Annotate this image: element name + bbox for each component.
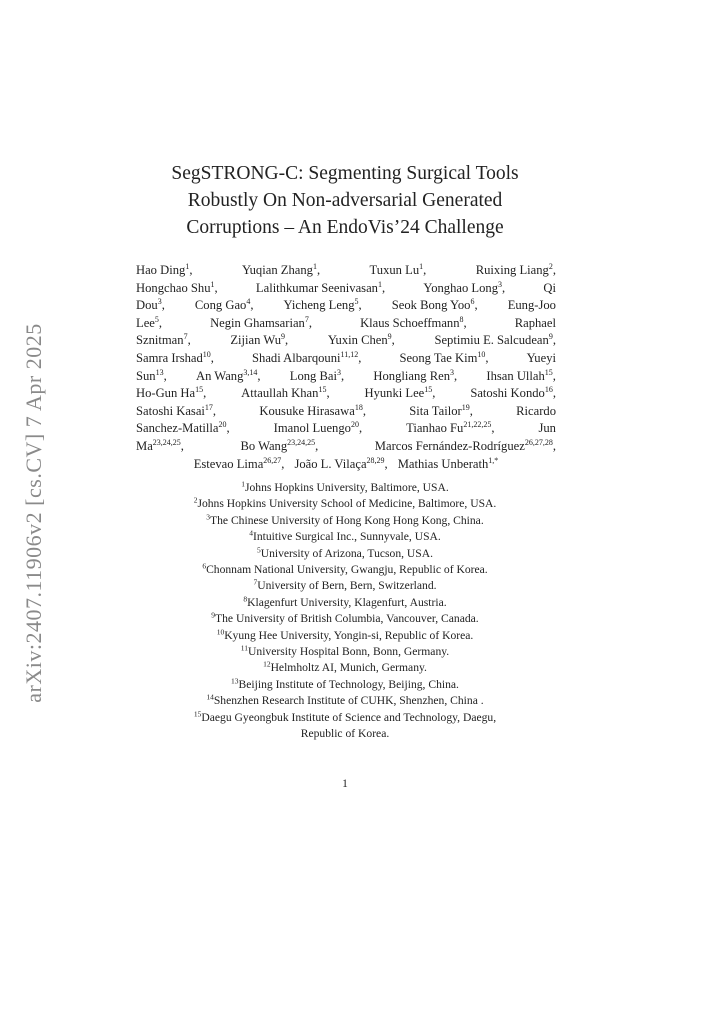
title-line: Corruptions – An EndoVis’24 Challenge <box>186 217 504 238</box>
separator-comma: , <box>432 386 436 401</box>
author-affiliation-marker: 4 <box>246 297 251 307</box>
author-entry <box>136 280 218 298</box>
author-name: Yuqian Zhang <box>241 263 313 277</box>
title-line: SegSTRONG-C: Segmenting Surgical Tools <box>171 163 519 184</box>
author-name: Yueyi <box>526 350 556 365</box>
separator-comma: , <box>214 280 218 295</box>
author-entry <box>136 262 192 280</box>
author-name: Cong Gao <box>194 298 247 313</box>
author-name: João L. Vilaça <box>294 456 367 471</box>
author-entry <box>434 332 556 350</box>
affiliation-text: Daegu Gyeongbuk Institute of Science and Technology, Daegu, <box>201 710 497 724</box>
affiliation-text: Republic of Korea. <box>300 727 390 741</box>
affiliation-entry <box>130 611 560 627</box>
author-entry <box>242 262 320 280</box>
author-affiliation-marker: 5 <box>154 314 159 324</box>
author-entry <box>515 315 556 333</box>
affiliation-entry <box>130 660 560 676</box>
author-affiliation-marker: 23,24,25 <box>287 437 316 447</box>
author-affiliation-marker: 15 <box>195 385 204 395</box>
author-line <box>136 368 556 386</box>
author-affiliation-marker: 10 <box>477 349 486 359</box>
author-entry <box>486 368 556 386</box>
author-entry <box>136 403 216 421</box>
affiliation-entry <box>130 595 560 611</box>
author-name: Negin Ghamsarian <box>210 315 305 330</box>
author-affiliation-marker: 1 <box>210 279 215 289</box>
author-entry <box>194 456 285 474</box>
author-entry <box>136 332 191 350</box>
affiliation-text: The University of British Columbia, Vancouver, Canada. <box>215 612 479 626</box>
author-affiliation-marker: 26,27,28 <box>524 437 553 447</box>
affiliation-number: 3 <box>206 512 211 522</box>
affiliation-number: 15 <box>193 709 202 719</box>
author-name: Ruixing Liang <box>475 263 549 277</box>
separator-comma: , <box>474 298 478 313</box>
author-affiliation-marker: 1 <box>419 262 424 271</box>
author-name: Ho-Gun Ha <box>136 386 196 401</box>
author-name: Zijian Wu <box>230 333 282 348</box>
affiliation-text: Shenzhen Research Institute of CUHK, Shenzhen, China . <box>213 694 484 708</box>
author-affiliation-marker: 7 <box>304 314 309 324</box>
author-name: Hyunki Lee <box>364 386 425 401</box>
separator-comma: , <box>362 403 366 418</box>
author-line <box>136 385 556 403</box>
affiliation-entry <box>130 480 560 496</box>
affiliation-entry <box>130 677 560 693</box>
affiliation-text: Johns Hopkins University School of Medicine, Baltimore, USA. <box>197 497 497 511</box>
author-entry <box>399 350 488 368</box>
author-name: Yuxin Chen <box>327 333 388 348</box>
author-name: Ihsan Ullah <box>486 368 545 383</box>
paper-title <box>130 160 560 241</box>
affiliation-number: 4 <box>249 528 253 538</box>
author-entry <box>136 315 162 333</box>
separator-comma: , <box>552 368 556 383</box>
separator-comma: , <box>358 298 362 313</box>
author-entry <box>370 262 427 280</box>
separator-comma: , <box>226 421 230 436</box>
affiliation-entry <box>130 710 560 726</box>
author-affiliation-marker: 3,14 <box>243 367 258 377</box>
author-entry <box>392 297 478 315</box>
affiliation-number: 5 <box>256 545 261 555</box>
separator-comma: , <box>454 368 458 383</box>
author-affiliation-marker: 3 <box>157 297 162 307</box>
author-line <box>136 280 556 298</box>
affiliation-text: University of Bern, Bern, Switzerland. <box>257 579 437 593</box>
author-name: Ma <box>136 438 153 453</box>
author-name: Tianhao Fu <box>406 421 464 436</box>
separator-comma: , <box>358 421 363 436</box>
affiliation-text: University Hospital Bonn, Bonn, Germany. <box>248 645 450 659</box>
author-name: Satoshi Kondo <box>470 386 545 401</box>
affiliation-entry <box>130 546 560 562</box>
affiliation-text: Helmholtz AI, Munich, Germany. <box>270 661 427 675</box>
author-name: Sun <box>136 368 156 383</box>
author-name: An Wang <box>196 368 244 383</box>
author-entry <box>136 350 214 368</box>
author-affiliation-marker: 23,24,25 <box>152 437 181 447</box>
author-name: Eung-Joo <box>507 298 556 313</box>
separator-comma: , <box>212 403 217 418</box>
author-affiliation-marker: 1 <box>312 262 317 271</box>
separator-comma: , <box>158 315 163 330</box>
affiliation-number: 9 <box>211 610 216 620</box>
affiliation-number: 6 <box>202 561 207 571</box>
affiliation-entry <box>130 726 560 742</box>
author-line <box>136 262 556 280</box>
author-line <box>136 438 556 456</box>
author-entry <box>252 350 361 368</box>
author-affiliation-marker: 9 <box>281 332 286 342</box>
affiliation-number: 12 <box>263 659 271 669</box>
author-name: Yonghao Long <box>423 280 498 295</box>
separator-comma: , <box>203 386 207 401</box>
author-entry <box>360 315 467 333</box>
affiliation-entry <box>130 496 560 512</box>
author-name: Sznitman <box>136 333 184 348</box>
author-entry <box>230 332 288 350</box>
author-entry <box>423 280 505 298</box>
separator-comma: , <box>469 403 473 418</box>
author-affiliation-marker: 13 <box>155 367 164 377</box>
author-name: Hongliang Ren <box>373 368 450 383</box>
author-entry <box>398 456 499 474</box>
author-name: Sita Tailor <box>409 403 462 418</box>
affiliation-number: 11 <box>240 643 249 653</box>
author-line <box>136 315 556 333</box>
separator-comma: , <box>502 280 506 295</box>
separator-comma: , <box>315 438 319 453</box>
author-affiliation-marker: 3 <box>450 367 454 377</box>
author-list <box>136 262 556 473</box>
author-name: Klaus Schoeffmann <box>360 315 460 330</box>
author-name: Raphael <box>514 315 556 330</box>
author-affiliation-marker: 9 <box>387 332 392 342</box>
separator-comma: , <box>210 350 214 365</box>
separator-comma: , <box>316 263 321 277</box>
separator-comma: , <box>491 421 495 436</box>
author-entry <box>136 385 206 403</box>
author-entry <box>240 438 318 456</box>
author-entry <box>136 368 167 386</box>
author-affiliation-marker: 3 <box>498 279 502 289</box>
affiliation-entry <box>130 562 560 578</box>
affiliation-entry <box>130 529 560 545</box>
author-affiliation-marker: 15 <box>544 367 553 377</box>
separator-comma: , <box>257 368 261 383</box>
author-affiliation-marker: 6 <box>470 297 475 307</box>
author-entry <box>136 297 165 315</box>
author-affiliation-marker: 21,22,25 <box>463 420 492 430</box>
author-affiliation-marker: 9 <box>548 332 553 342</box>
author-affiliation-marker: 19 <box>461 402 470 412</box>
author-entry <box>375 438 556 456</box>
affiliation-number: 14 <box>206 692 214 702</box>
author-name: Jun <box>538 421 556 436</box>
author-name: Satoshi Kasai <box>136 403 205 418</box>
author-entry <box>196 368 261 386</box>
affiliation-text: Johns Hopkins University, Baltimore, USA. <box>245 481 449 494</box>
author-entry <box>210 315 312 333</box>
author-name: Hongchao Shu <box>136 280 211 295</box>
separator-comma: , <box>391 333 395 348</box>
author-affiliation-marker: 1,* <box>488 455 499 465</box>
author-line <box>136 297 556 315</box>
author-name: Ricardo <box>516 403 556 418</box>
author-name: Hao Ding <box>136 263 186 277</box>
separator-comma: , <box>423 263 427 277</box>
author-name: Samra Irshad <box>136 350 203 365</box>
author-name: Lee <box>136 315 155 330</box>
author-entry <box>543 280 556 298</box>
separator-comma: , <box>161 298 165 313</box>
separator-comma: , <box>485 350 489 365</box>
separator-comma: , <box>552 386 556 401</box>
author-entry <box>256 280 385 298</box>
separator-comma: , <box>308 315 313 330</box>
author-name: Septimiu E. Salcudean <box>434 333 549 348</box>
affiliation-number: 1 <box>241 479 245 489</box>
author-affiliation-marker: 20 <box>218 420 227 430</box>
author-affiliation-marker: 28,29 <box>366 455 385 465</box>
author-entry <box>284 297 362 315</box>
author-name: Qi <box>543 280 556 295</box>
affiliation-list <box>130 480 560 743</box>
separator-comma: , <box>552 263 556 277</box>
affiliation-text: The Chinese University of Hong Kong Hong Kong, China. <box>210 513 484 527</box>
author-affiliation-marker: 8 <box>459 314 464 324</box>
author-name: Long Bai <box>289 368 337 383</box>
affiliation-text: Chonnam National University, Gwangju, Republic of Korea. <box>206 563 488 577</box>
author-name: Lalithkumar Seenivasan <box>255 280 378 295</box>
separator-comma: , <box>358 350 362 365</box>
author-affiliation-marker: 1 <box>377 279 382 289</box>
author-entry <box>259 403 366 421</box>
author-affiliation-marker: 20 <box>350 420 359 430</box>
author-entry <box>476 262 556 280</box>
author-entry <box>516 403 556 421</box>
author-line <box>136 403 556 421</box>
author-line <box>136 332 556 350</box>
author-name: Sanchez-Matilla <box>136 421 219 436</box>
author-name: Yicheng Leng <box>283 298 355 313</box>
author-entry <box>241 385 329 403</box>
author-name: Tuxun Lu <box>369 263 420 277</box>
author-name: Mathias Unberath <box>397 456 489 471</box>
author-entry <box>290 368 344 386</box>
affiliation-text: Kyung Hee University, Yongin-si, Republic of Korea. <box>224 628 474 642</box>
affiliation-number: 7 <box>253 577 258 587</box>
affiliation-text: Intuitive Surgical Inc., Sunnyvale, USA. <box>252 530 441 544</box>
author-name: Dou <box>136 298 158 313</box>
arxiv-identifier-stamp: arXiv:2407.11906v2 [cs.CV] 7 Apr 2025 <box>21 323 46 703</box>
author-affiliation-marker: 5 <box>354 297 359 307</box>
separator-comma: , <box>281 456 285 471</box>
separator-comma: , <box>341 368 345 383</box>
author-entry <box>195 297 254 315</box>
title-line: Robustly On Non-adversarial Generated <box>187 190 503 211</box>
separator-comma: , <box>552 333 556 348</box>
author-entry <box>274 420 362 438</box>
author-affiliation-marker: 3 <box>337 367 341 377</box>
author-affiliation-marker: 16 <box>544 385 553 395</box>
author-entry <box>538 420 556 438</box>
author-entry <box>136 438 184 456</box>
separator-comma: , <box>163 368 167 383</box>
affiliation-number: 8 <box>243 594 248 604</box>
author-name: Shadi Albarqouni <box>252 350 341 365</box>
affiliation-text: Klagenfurt University, Klagenfurt, Austria. <box>247 595 447 609</box>
separator-comma: , <box>326 386 330 401</box>
separator-comma: , <box>381 280 386 295</box>
affiliation-number: 2 <box>193 495 198 505</box>
author-name: Bo Wang <box>240 438 288 453</box>
author-affiliation-marker: 2 <box>548 262 553 271</box>
separator-comma: , <box>187 333 191 348</box>
author-name: Seok Bong Yoo <box>391 298 471 313</box>
author-name: Imanol Luengo <box>273 421 351 436</box>
affiliation-text: Beijing Institute of Technology, Beijing, China. <box>238 677 459 691</box>
author-line <box>136 350 556 368</box>
separator-comma: , <box>384 456 388 471</box>
separator-comma: , <box>189 263 193 277</box>
author-entry <box>136 420 230 438</box>
author-affiliation-marker: 26,27 <box>263 455 282 465</box>
affiliation-entry <box>130 693 560 709</box>
author-entry <box>294 456 387 474</box>
author-affiliation-marker: 10 <box>202 349 211 359</box>
author-affiliation-marker: 1 <box>185 262 190 271</box>
author-entry <box>328 332 395 350</box>
author-name: Kousuke Hirasawa <box>259 403 355 418</box>
author-entry <box>406 420 494 438</box>
author-line <box>136 420 556 438</box>
separator-comma: , <box>552 438 556 453</box>
affiliation-entry <box>130 513 560 529</box>
page-number: 1 <box>342 778 348 790</box>
author-affiliation-marker: 15 <box>424 385 433 395</box>
separator-comma: , <box>463 315 467 330</box>
author-affiliation-marker: 7 <box>183 332 188 342</box>
author-entry <box>409 403 473 421</box>
affiliation-entry <box>130 578 560 594</box>
author-entry <box>527 350 556 368</box>
affiliation-text: University of Arizona, Tucson, USA. <box>260 546 434 560</box>
author-name: Marcos Fernández-Rodríguez <box>374 438 525 453</box>
separator-comma: , <box>180 438 184 453</box>
affiliation-entry <box>130 644 560 660</box>
author-affiliation-marker: 11,12 <box>340 349 359 359</box>
separator-comma: , <box>250 298 254 313</box>
author-entry <box>508 297 556 315</box>
affiliation-number: 10 <box>216 627 225 637</box>
separator-comma: , <box>285 333 289 348</box>
author-entry <box>373 368 457 386</box>
author-line <box>136 456 556 474</box>
author-name: Seong Tae Kim <box>399 350 478 365</box>
author-affiliation-marker: 17 <box>204 402 213 412</box>
author-entry <box>364 385 435 403</box>
author-name: Attaullah Khan <box>241 386 319 401</box>
affiliation-number: 13 <box>231 676 239 686</box>
author-affiliation-marker: 15 <box>318 385 327 395</box>
author-affiliation-marker: 18 <box>354 402 363 412</box>
author-entry <box>470 385 556 403</box>
affiliation-entry <box>130 628 560 644</box>
author-name: Estevao Lima <box>193 456 264 471</box>
